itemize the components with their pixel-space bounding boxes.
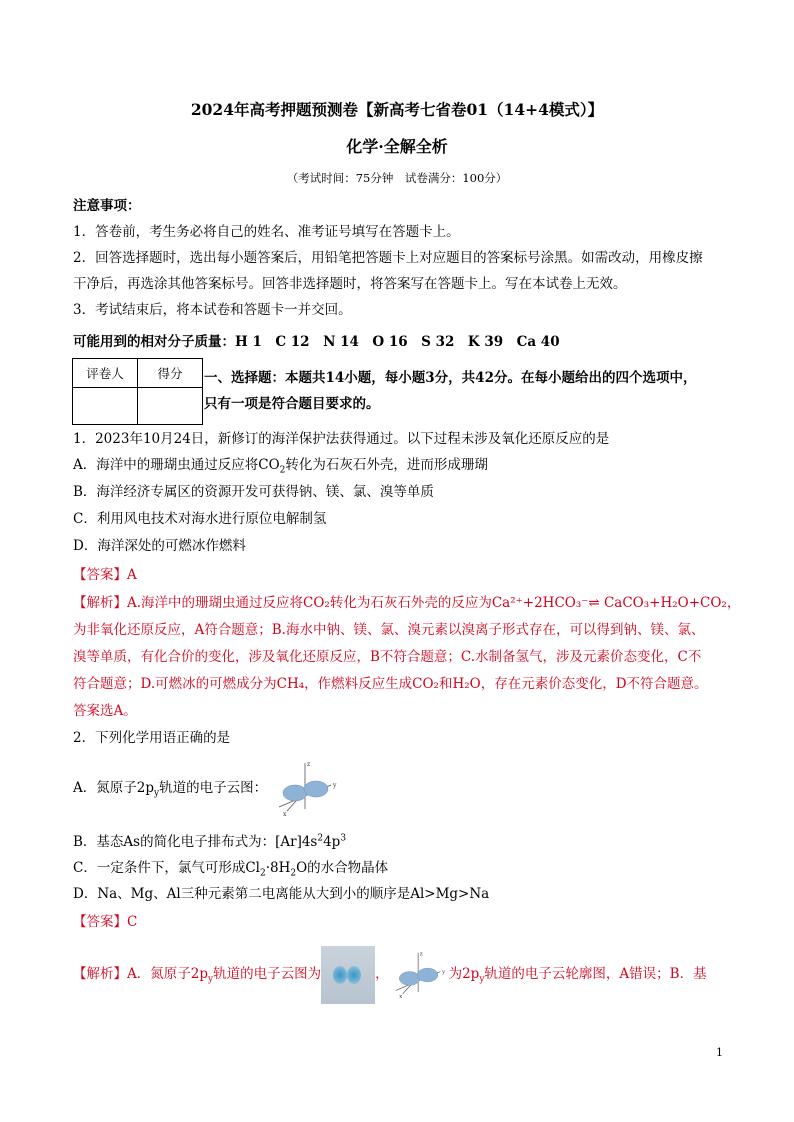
grader-table — [72, 358, 203, 425]
q2-option-c — [73, 858, 388, 878]
q2-option-c-text-1: C．一定条件下，氯气可形成Cl — [73, 860, 260, 876]
q2-option-a-text-2: 轨道的电子云图： — [159, 780, 268, 796]
q2-analysis-text-3: ， — [375, 966, 389, 982]
electron-cloud-image — [321, 946, 375, 1004]
q2-option-c-text-3: O的水合物晶体 — [296, 860, 389, 876]
notice-item-3: 3．考试结束后，将本试卷和答题卡一并交回。 — [73, 302, 352, 318]
q2-option-c-text-2: ·8H — [265, 860, 291, 876]
q2-analysis-text-1: 【解析】A．氮原子2p — [73, 966, 208, 982]
grader-header: 评卷人 — [73, 359, 138, 388]
score-cell — [138, 388, 203, 425]
q1-option-a — [73, 455, 488, 475]
axis-label-x: x — [398, 993, 402, 1000]
page-title: 2024年高考押题预测卷【新高考七省卷01（14+4模式）】 — [190, 100, 604, 119]
q1-analysis-2: 为非氧化还原反应，A符合题意；B.海水中钠、镁、氯、溴元素以溴离子形式存在，可以得到钠、镁、氯、 — [73, 622, 705, 638]
q2-option-d: D．Na、Mg、Al三种元素第二电离能从大到小的顺序是Al>Mg>Na — [73, 886, 490, 902]
notice-heading: 注意事项： — [73, 198, 141, 214]
q2-analysis-subscript: y — [207, 974, 214, 985]
q1-analysis-1: 【解析】A.海洋中的珊瑚虫通过反应将CO₂转化为石灰石外壳的反应为Ca²⁺+2HCO₃⁻⇌ CaCO₃+H₂O+CO₂， — [73, 595, 741, 611]
exam-info: （考试时间：75分钟 试卷满分：100分） — [286, 171, 508, 185]
q1-stem: 1．2023年10月24日，新修订的海洋保护法获得通过。以下过程未涉及氧化还原反应的是 — [73, 431, 610, 447]
p-orbital-contour-diagram — [389, 945, 449, 1005]
q2-analysis — [73, 944, 707, 1004]
q1-answer: 【答案】A — [73, 567, 137, 583]
q2-analysis-subscript-2: y — [479, 974, 485, 985]
q2-option-b-superscript-2: 3 — [340, 833, 347, 844]
q2-option-a-text-1: A．氮原子2p — [73, 780, 154, 796]
q2-option-c-subscript-1: 2 — [259, 868, 266, 879]
q2-option-a — [73, 758, 341, 818]
q1-option-b: B．海洋经济专属区的资源开发可获得钠、镁、氯、溴等单质 — [73, 484, 434, 500]
grader-cell — [73, 388, 138, 425]
axis-label-z: z — [419, 950, 423, 957]
page-subtitle: 化学·全解全析 — [346, 137, 448, 156]
notice-item-1: 1．答卷前，考生务必将自己的姓名、准考证号填写在答题卡上。 — [73, 224, 460, 240]
q1-analysis-5: 答案选A。 — [73, 703, 137, 719]
axis-label-y: y — [441, 968, 445, 975]
p-orbital-diagram — [271, 759, 341, 819]
section-instructions-1: 一、选择题：本题共14小题，每小题3分，共42分。在每小题给出的四个选项中， — [204, 370, 697, 386]
atomic-masses-label: 可能用到的相对分子质量： — [73, 334, 235, 350]
score-header: 得分 — [138, 359, 203, 388]
q2-option-b-text-2: 4p — [323, 834, 341, 850]
atomic-masses — [73, 332, 560, 352]
notice-item-2: 2．回答选择题时，选出每小题答案后，用铅笔把答题卡上对应题目的答案标号涂黑。如需改动，用橡皮擦 — [73, 250, 703, 266]
q2-option-b — [73, 832, 346, 852]
page-number: 1 — [716, 1046, 723, 1059]
q2-analysis-text-4: 为2p — [448, 966, 480, 982]
axis-label-z: z — [307, 760, 311, 768]
q1-analysis-4: 符合题意；D.可燃冰的可燃成分为CH₄，作燃料反应生成CO₂和H₂O，存在元素价态变化，D不符合题意。 — [73, 676, 708, 692]
q1-option-a-text-2: 转化为石灰石外壳，进而形成珊瑚 — [285, 457, 488, 473]
atomic-masses-values: H 1 C 12 N 14 O 16 S 32 K 39 Ca 40 — [235, 334, 560, 350]
q2-option-a-subscript: y — [153, 788, 160, 799]
q2-option-b-superscript-1: 2 — [317, 833, 324, 844]
axis-label-x: x — [283, 810, 287, 818]
q2-option-b-text-1: B．基态As的简化电子排布式为：[Ar]4s — [73, 834, 318, 850]
axis-label-y: y — [333, 781, 337, 789]
q1-option-d: D．海洋深处的可燃冰作燃料 — [73, 538, 246, 554]
q1-option-c: C．利用风电技术对海水进行原位电解制氢 — [73, 511, 327, 527]
notice-item-2-cont: 干净后，再选涂其他答案标号。回答非选择题时，将答案写在答题卡上。写在本试卷上无效。 — [73, 276, 627, 292]
q1-option-a-subscript: 2 — [279, 465, 286, 476]
q2-analysis-text-2: 轨道的电子云图为 — [213, 966, 322, 982]
q2-analysis-text-5: 轨道的电子云轮廓图，A错误；B．基 — [484, 966, 707, 982]
q2-answer: 【答案】C — [73, 914, 138, 930]
q2-option-c-subscript-2: 2 — [290, 868, 297, 879]
section-instructions-2: 只有一项是符合题目要求的。 — [204, 396, 380, 412]
q2-stem: 2．下列化学用语正确的是 — [73, 730, 231, 746]
q1-analysis-3: 溴等单质，有化合价的变化，涉及氧化还原反应，B不符合题意；C.水制备氢气，涉及元素价态变化，C不 — [73, 649, 702, 665]
q1-option-a-text-1: A．海洋中的珊瑚虫通过反应将CO — [73, 457, 280, 473]
